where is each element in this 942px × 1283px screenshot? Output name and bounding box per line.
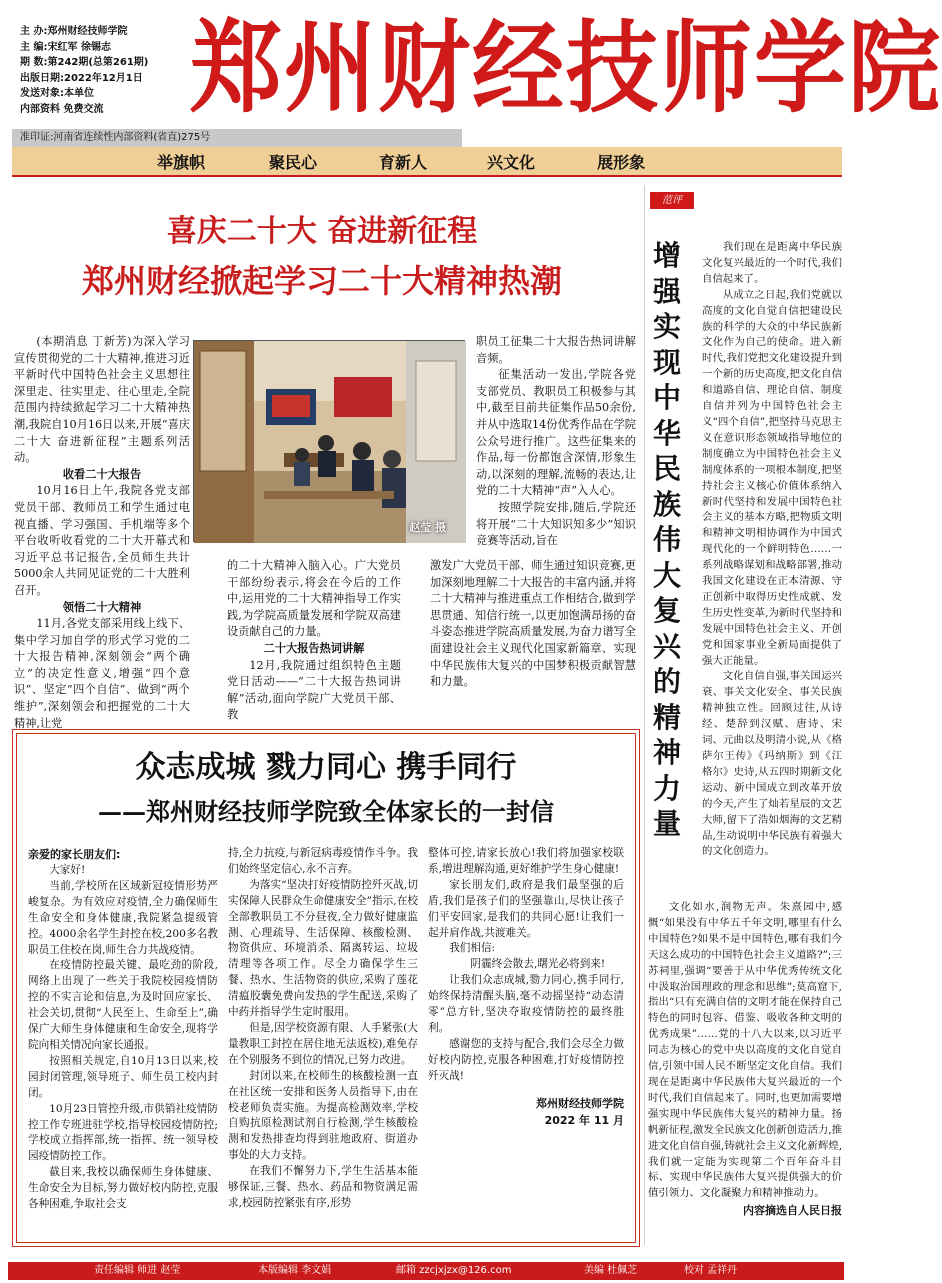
letter-paragraph: 但是,因学校资源有限、人手紧张(大量教职工封控在居住地无法返校),难免存在个别服务不到位的情况,已努力改进。	[228, 1021, 418, 1066]
commentary-title: 增强实现中华民族伟大复兴的精神力量	[652, 239, 681, 840]
letter-paragraph: 我们相信:	[449, 942, 496, 955]
article-paragraph: 11月,各党支部采用线上线下、集中学习加自学的形式学习党的二十大报告精神,深刻领会“两个确立”的决定性意义,增强“四个意识”、坚定“四个自信”、做到“两个维护”,深刻领会和把握党的二十大精神,让党	[14, 617, 190, 730]
letter-paragraph: 按照相关规定,自10月13日以来,校园封闭管理,领导班子、师生员工校内封闭。	[28, 1054, 218, 1099]
commentary-body-bottom	[648, 900, 842, 1219]
letter-paragraph: 阴霾终会散去,曙光必将到来!	[470, 958, 606, 971]
headline-kicker: 喜庆二十大 奋进新征程	[166, 214, 478, 249]
article-subhead: 收看二十大报告	[62, 467, 142, 481]
letter-paragraph: 家长朋友们,政府是我们最坚强的后盾,我们是孩子们的坚强靠山,尽快让孩子们平安回家,是我们的共同心愿!让我们一起并肩作战,共渡难关。	[428, 878, 624, 939]
article-col-2	[227, 558, 401, 724]
letter-paragraph: 大家好!	[49, 864, 86, 876]
slogan-4: 兴文化	[487, 152, 536, 172]
article-col-4	[430, 558, 636, 691]
footer-email: 邮箱 zzcjxjzx@126.com	[396, 1265, 512, 1276]
commentary-body-top	[702, 240, 842, 860]
article-col-3	[476, 334, 636, 550]
letter-paragraph: 持,全力抗疫,与新冠病毒疫情作斗争。我们始终坚定信心,永不言弃。	[228, 847, 418, 875]
article-paragraph: 10月16日上午,我院各党支部党员干部、教师员工和学生通过电视直播、学习强国、手机端等多个平台收听收看党的二十大开幕式和习近平总书记报告,全员师生共计5000余人共同见证党的二十大胜利召开。	[14, 484, 190, 597]
letter-date: 2022 年 11 月	[544, 1113, 624, 1127]
letter-paragraph: 感谢您的支持与配合,我们会尽全力做好校内防控,克服各种困难,打好疫情防控歼灭战!	[428, 1037, 624, 1082]
letter-col-2	[228, 846, 418, 1212]
meta-note: 内部资料 免费交流	[20, 103, 104, 115]
slogan-bar	[12, 147, 842, 175]
article-subhead: 领悟二十大精神	[62, 600, 142, 614]
meta-date: 出版日期:2022年12月1日	[20, 72, 143, 84]
letter-paragraph: 在疫情防控最关键、最吃劲的阶段,网络上出现了一些关于我院校园疫情防控的不实言论和信息,为及时回应家长、社会关切,贯彻“人民至上、生命至上”,确保广大师生身体健康和生命安全,现将学院向相关情况向家长通报。	[28, 959, 218, 1051]
footer-layout-editor: 本版编辑 李文娟	[258, 1265, 332, 1276]
letter-paragraph: 10月23日管控升级,市供销社疫情防控工作专班进驻学校,指导校园疫情防控;学校成立指挥部,统一指挥、统一领导校园疫情防控工作。	[28, 1102, 218, 1163]
article-paragraph: 激发广大党员干部、师生通过知识竞赛,更加深刻地理解二十大报告的丰富内涵,并将二十大精神与推进重点工作相结合,做到学思贯通、知信行统一,以更加饱满昂扬的奋斗姿态推进学院高质量发展,为奋力谱写全面建设社会主义现代化国家新篇章、实现中华民族伟大复兴的中国梦积极贡献智慧和力量。	[430, 559, 636, 689]
letter-col-3	[428, 846, 624, 1129]
photo-credit: 赵莹 摄	[409, 521, 446, 534]
meta-audience: 发送对象:本单位	[20, 88, 94, 99]
article-col-1	[14, 334, 190, 732]
letter-paragraph: 截目来,我校以确保师生身体健康、生命安全为目标,努力做好校内防控,克服各种困难,争取社会支	[28, 1166, 218, 1211]
letter-paragraph: 为落实“坚决打好疫情防控歼灭战,切实保障人民群众生命健康安全”指示,在校全部教职员工不分昼夜,全力做好健康监测、心理疏导、生活保障、核酸检测、物资供应、环境消杀、隔离转运、垃圾清理等各项工作。尽全力确保学生三餐、热水、生活物资的供应,采购了莲花清瘟胶囊免费向发热的学生配送,采购了中药并指导学生定时服用。	[228, 878, 418, 1019]
letter-paragraph: 让我们众志成城,勠力同心,携手同行,始终保持清醒头脑,毫不动摇坚持“动态清零”总方针,坚决夺取疫情防控的最终胜利。	[428, 974, 624, 1034]
slogan-2: 聚民心	[269, 152, 318, 172]
slogan-5: 展形象	[597, 152, 646, 172]
commentary-source: 内容摘选自人民日报	[743, 1204, 842, 1218]
slogan-3: 育新人	[379, 152, 428, 172]
letter-col-1	[28, 846, 218, 1213]
article-paragraph: 征集活动一发出,学院各党支部党员、教职员工积极参与其中,截至目前共征集作品50余份,并从中选取14份优秀作品在学院公众号进行推广。这些征集来的作品,每一份都饱含深情,形象生动,以深刻的理解,流畅的表达,让党的二十大精神“声”入人心。	[476, 368, 636, 498]
article-paragraph: 职员工征集二十大报告热词讲解音频。	[476, 335, 636, 365]
article-paragraph: 按照学院安排,随后,学院还将开展“二十大知识知多少”知识竞赛等活动,旨在	[476, 500, 636, 548]
article-paragraph: 12月,我院通过组织特色主题党日活动——“二十大报告热词讲解”活动,面向学院广大党员干部、教	[227, 658, 401, 722]
footer-proofreader: 校对 孟祥丹	[684, 1265, 738, 1276]
letter-subtitle: ——郑州财经技师学院致全体家长的一封信	[98, 797, 554, 826]
article-subhead: 二十大报告热词讲解	[263, 641, 365, 655]
commentary-paragraph: 我们现在是距离中华民族文化复兴最近的一个时代,我们自信起来了。	[702, 241, 842, 285]
meta-sponsor: 主 办:郑州财经技师学院	[20, 26, 128, 37]
meeting-room-illustration	[194, 341, 466, 543]
meta-editor: 主 编:宋红军 徐锡志	[20, 41, 111, 53]
side-divider	[644, 185, 645, 1245]
newspaper-title: 郑州财经技师学院	[190, 9, 942, 127]
letter-paragraph: 封闭以来,在校师生的核酸检测一直在社区统一安排和医务人员指导下,由在校老师负责实施。为提高检测效率,学校自购抗原检测试剂自行检测,学生核酸检测和发热排查均得到驻地政府、街道办事处的大力支持。	[228, 1069, 418, 1162]
letter-signature: 郑州财经技师学院	[536, 1096, 624, 1110]
commentary-tag: 范评	[650, 192, 694, 209]
commentary-paragraph: 文化如水,润物无声。朱熹园中,感慨“如果没有中华五千年文明,哪里有什么中国特色?如果不是中国特色,哪有我们今天这么成功的中国特色社会主义道路?”;三苏祠里,强调“要善于从中华优秀传统文化中汲取治国理政的理念和思维”;莫高窟下,指出“只有充满自信的文明才能在保持自己特色的同时包容、借鉴、吸收各种文明的优秀成果”……党的十八大以来,以习近平同志为核心的党中央以高度的文化自觉自信,引领中国人民不断坚定文化自信。我们现在是距离中华民族伟大复兴最近的一个时代,我们自信起来了。同时,也更加需要增强实现中华民族伟大复兴的精神力量。扬帆新征程,激发全民族文化创新创造活力,推进文化自信自强,铸就社会主义文化新辉煌,我们就一定能为实现第二个百年奋斗目标、实现中华民族伟大复兴提供强大的价值引领力、文化凝聚力和精神推动力。	[648, 901, 842, 1200]
header-rule	[12, 175, 842, 177]
commentary-paragraph: 文化自信自强,事关国运兴衰、事关文化安全、事关民族精神独立性。回顾过往,从诗经、楚辞到汉赋、唐诗、宋词、元曲以及明清小说,从《格萨尔王传》《玛纳斯》到《江格尔》史诗,从五四时期新文化运动、新中国成立到改革开放的今天,产生了灿若星辰的文艺大师,留下了浩如烟海的文艺精品,生动说明中华民族有着强大的文化创造力。	[702, 670, 842, 858]
commentary-paragraph: 从成立之日起,我们党就以高度的文化自觉自信把建设民族的科学的大众的中华民族新文化作为自己的使命。进入新时代,我们党把文化建设提升到一个新的历史高度,把文化自信和道路自信、理论自信、制度自信并列为中国特色社会主义“四个自信”,把坚持马克思主义在意识形态领域指导地位的制度确立为中国特色社会主义制度体系的一项根本制度,把坚持社会主义核心价值体系纳入新时代坚持和发展中国特色社会主义的基本方略,把物质文明和精神文明相协调作为中国式现代化的一个鲜明特色……一系列战略谋划和战略部署,推动我国文化建设在正本清源、守正创新中取得历史性成就、发生历史性变革,为新时代坚持和发展中国特色社会主义、开创党和国家事业全新局面提供了强大正能量。	[702, 288, 842, 667]
letter-paragraph: 当前,学校所在区域新冠疫情形势严峻复杂。为有效应对疫情,全力确保师生生命安全和身体健康,我院紧急提级管控。4000余名学生封控在校,200多名教职员工住校在岗,师生合力共战疫情。	[28, 879, 218, 956]
headline-main: 郑州财经掀起学习二十大精神热潮	[81, 262, 562, 300]
footer-editor: 责任编辑 师进 赵莹	[94, 1265, 181, 1276]
footer-bar	[8, 1262, 844, 1280]
meta-issue: 期 数:第242期(总第261期)	[20, 57, 149, 68]
license-bar: 准印证:河南省连续性内部资料(省直)275号	[12, 129, 462, 147]
footer-art-editor: 美编 杜佩芝	[584, 1265, 638, 1276]
letter-title: 众志成城 戮力同心 携手同行	[135, 750, 517, 785]
letter-paragraph: 在我们不懈努力下,学生生活基本能够保证,三餐、热水、药品和物资满足需求,校园防控紧张有序,形势	[228, 1165, 418, 1209]
event-photo	[193, 340, 465, 542]
article-paragraph: (本期消息 丁新芳)为深入学习宣传贯彻党的二十大精神,推进习近平新时代中国特色社会主义思想往深里走、往实里走、往心里走,全院范围内持续掀起学习二十大精神热潮,我院自10月16日以来,开展“喜庆二十大 奋进新征程”主题系列活动。	[14, 335, 190, 465]
letter-greeting: 亲爱的家长朋友们:	[28, 848, 121, 861]
slogan-1: 举旗帜	[157, 152, 206, 172]
article-paragraph: 的二十大精神入脑入心。广大党员干部纷纷表示,将会在今后的工作中,运用党的二十大精神指导工作实践,为学院高质量发展和学院双高建设贡献自己的力量。	[227, 559, 401, 639]
masthead-meta	[20, 24, 210, 117]
letter-paragraph: 整体可控,请家长放心!我们将加强家校联系,增进理解沟通,更好维护学生身心健康!	[428, 847, 624, 875]
